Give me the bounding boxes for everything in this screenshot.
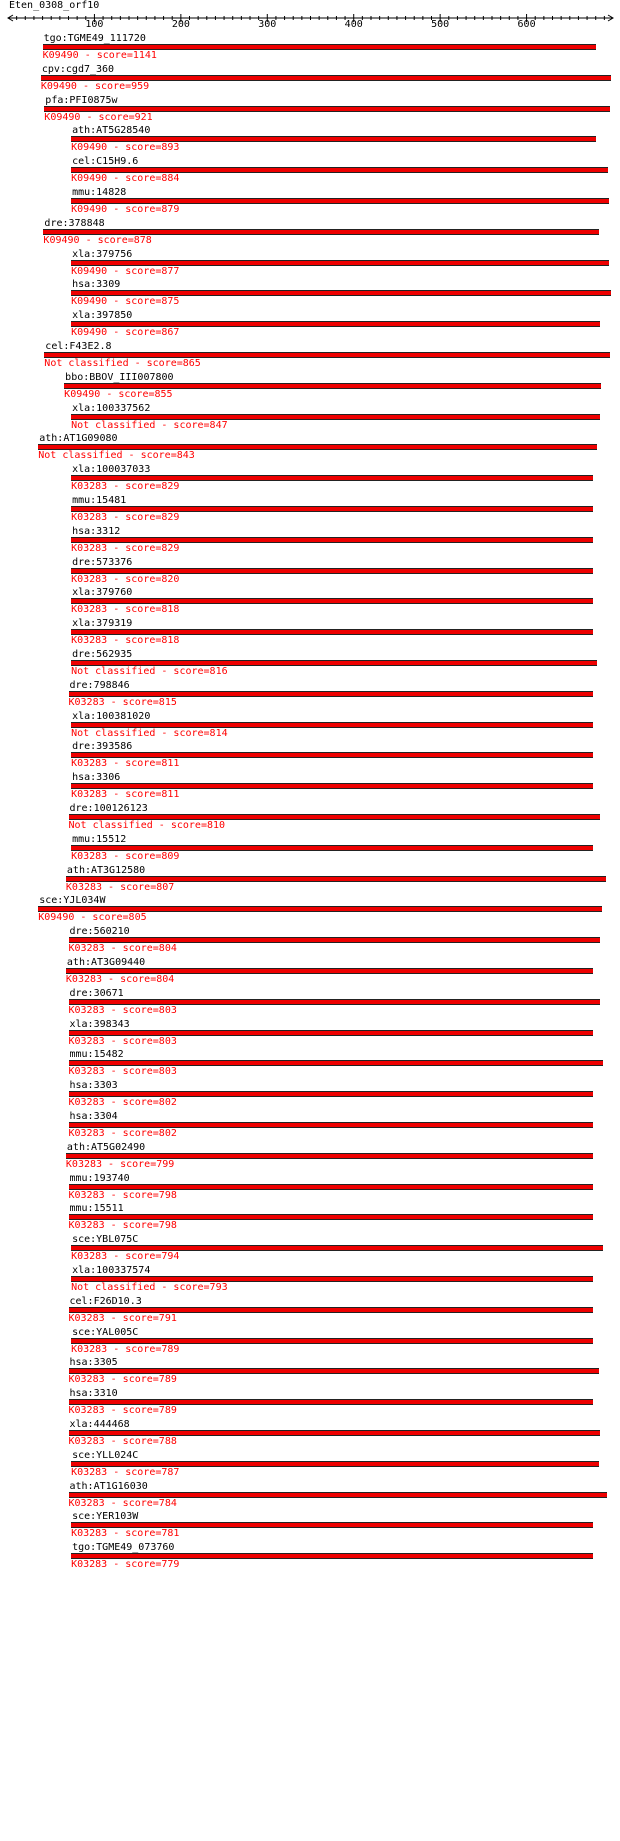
hit-score-label: Not classified - score=865 (44, 358, 201, 369)
hit-name[interactable]: hsa:3310 (69, 1388, 118, 1400)
hit-score-label: K03283 - score=815 (68, 696, 177, 708)
hit-name[interactable]: xla:397850 (72, 310, 133, 322)
hit-name[interactable]: xla:379319 (72, 618, 133, 630)
axis-tick-label: 400 (344, 19, 363, 30)
hit-score-label: K03283 - score=787 (71, 1466, 180, 1478)
hit-name[interactable]: mmu:14828 (72, 187, 127, 198)
hit-score-label: K03283 - score=818 (71, 635, 180, 647)
hit-name[interactable]: xla:100337562 (72, 402, 151, 414)
hit-name[interactable]: hsa:3305 (69, 1357, 118, 1369)
axis-tick-label: 500 (431, 19, 450, 30)
hit-name[interactable]: mmu:15481 (72, 495, 127, 506)
hit-name[interactable]: mmu:15511 (69, 1203, 124, 1215)
hit-score-label: K09490 - score=877 (71, 265, 180, 277)
hit-name[interactable]: bbo:BBOV_III007800 (65, 371, 174, 383)
hit-name[interactable]: sce:YAL005C (72, 1326, 139, 1338)
hit-name[interactable]: pfa:PFI0875w (45, 94, 118, 106)
hit-score-label: K03283 - score=820 (71, 573, 180, 585)
hit-score-label: K09490 - score=884 (71, 173, 180, 185)
hit-score-label: K03283 - score=829 (71, 542, 180, 554)
hit-score-label: K03283 - score=798 (68, 1189, 177, 1201)
hit-score-label: K03283 - score=803 (68, 1004, 177, 1016)
hit-score-label: K03283 - score=789 (68, 1405, 177, 1417)
hit-score-label: K03283 - score=791 (68, 1312, 177, 1324)
hit-name[interactable]: xla:100037033 (72, 464, 151, 476)
hit-score-label: K09490 - score=855 (64, 388, 173, 400)
hit-score-label: K03283 - score=804 (65, 974, 175, 985)
hit-name[interactable]: xla:444468 (69, 1419, 130, 1430)
hit-name[interactable]: xla:398343 (69, 1018, 130, 1030)
hit-score-label: K03283 - score=779 (71, 1559, 180, 1571)
axis-tick-label: 200 (171, 19, 190, 30)
hit-name[interactable]: cel:F43E2.8 (45, 341, 112, 352)
hit-name[interactable]: ath:AT1G09080 (39, 433, 118, 445)
query-title: Eten_0308_orf10 (9, 0, 100, 11)
axis-tick-label: 600 (517, 19, 536, 30)
hit-score-label: K09490 - score=878 (43, 234, 152, 246)
hit-name[interactable]: sce:YER103W (72, 1511, 139, 1523)
hit-score-label: K09490 - score=1141 (42, 50, 157, 61)
hit-name[interactable]: tgo:TGME49_073760 (72, 1542, 175, 1554)
hit-name[interactable]: hsa:3304 (69, 1111, 118, 1122)
axis-tick-label: 300 (258, 19, 277, 30)
axis-tick-label: 100 (85, 19, 104, 30)
hit-name[interactable]: cel:C15H9.6 (72, 156, 139, 168)
hit-name[interactable]: dre:100126123 (69, 803, 148, 814)
hit-name[interactable]: cel:F26D10.3 (69, 1295, 142, 1307)
hit-name[interactable]: dre:393586 (72, 741, 133, 753)
hit-name[interactable]: xla:100337574 (72, 1265, 151, 1276)
hit-score-label: K03283 - score=799 (65, 1158, 175, 1170)
hit-name[interactable]: hsa:3303 (69, 1080, 118, 1092)
hit-score-label: Not classified - score=793 (71, 1282, 228, 1293)
hit-score-label: K03283 - score=789 (71, 1343, 180, 1355)
hit-name[interactable]: hsa:3312 (72, 525, 121, 537)
hit-name[interactable]: xla:379760 (72, 587, 133, 599)
hit-score-label: Not classified - score=816 (71, 666, 228, 677)
hit-name[interactable]: sce:YLL024C (72, 1449, 139, 1461)
hit-score-label: K03283 - score=803 (68, 1066, 177, 1078)
hit-name[interactable]: dre:378848 (44, 217, 105, 229)
hit-score-label: K03283 - score=811 (71, 789, 180, 801)
hit-score-label: K03283 - score=798 (68, 1220, 177, 1232)
hit-score-label: K03283 - score=811 (71, 758, 180, 770)
hit-score-label: Not classified - score=810 (68, 820, 226, 831)
hit-name[interactable]: dre:573376 (72, 556, 133, 568)
hit-name[interactable]: cpv:cgd7_360 (41, 63, 115, 75)
hit-score-label: K03283 - score=784 (68, 1497, 177, 1509)
hit-score-label: K09490 - score=875 (71, 296, 180, 308)
hit-score-label: K09490 - score=959 (40, 80, 150, 92)
hit-name[interactable]: dre:798846 (69, 679, 130, 691)
hit-score-label: Not classified - score=814 (71, 727, 228, 739)
hit-name[interactable]: mmu:15482 (69, 1049, 124, 1061)
hit-name[interactable]: hsa:3306 (72, 772, 121, 784)
hit-score-label: K03283 - score=807 (65, 881, 175, 893)
hit-score-label: K09490 - score=805 (38, 912, 147, 924)
hit-name[interactable]: ath:AT1G16030 (69, 1480, 148, 1492)
hit-name[interactable]: ath:AT3G12580 (66, 864, 146, 876)
hit-name[interactable]: mmu:15512 (72, 833, 127, 845)
hit-name[interactable]: sce:YBL075C (72, 1234, 139, 1246)
hit-score-label: K03283 - score=788 (68, 1436, 177, 1447)
hit-score-label: K03283 - score=829 (71, 512, 180, 523)
hit-score-label: K03283 - score=794 (71, 1251, 180, 1263)
hit-score-label: K03283 - score=781 (71, 1528, 180, 1540)
hit-score-label: Not classified - score=847 (71, 419, 228, 431)
hit-name[interactable]: mmu:193740 (69, 1172, 130, 1184)
hit-score-label: K09490 - score=921 (44, 111, 153, 123)
hit-score-label: Not classified - score=843 (38, 450, 195, 462)
hit-score-label: K03283 - score=803 (68, 1035, 177, 1047)
hit-name[interactable]: dre:30671 (69, 987, 124, 999)
hit-score-label: K03283 - score=804 (68, 943, 177, 955)
hit-name[interactable]: xla:379756 (72, 248, 133, 260)
hit-name[interactable]: ath:AT3G09440 (66, 957, 146, 968)
hit-score-label: K03283 - score=818 (71, 604, 180, 616)
hit-score-label: K03283 - score=802 (68, 1097, 177, 1109)
hit-score-label: K03283 - score=802 (68, 1128, 177, 1139)
hit-score-label: K09490 - score=893 (71, 142, 180, 154)
hit-score-label: K03283 - score=829 (71, 481, 180, 493)
hit-name[interactable]: tgo:TGME49_111720 (43, 33, 146, 44)
hit-name[interactable]: dre:560210 (69, 926, 130, 938)
hit-name[interactable]: sce:YJL034W (39, 895, 106, 907)
hit-name[interactable]: ath:AT5G28540 (72, 125, 151, 137)
hit-score-label: K03283 - score=809 (71, 850, 180, 862)
hit-score-label: K09490 - score=879 (71, 204, 180, 215)
hit-name[interactable]: hsa:3309 (72, 279, 121, 291)
hit-name[interactable]: dre:562935 (72, 649, 133, 660)
hit-name[interactable]: ath:AT5G02490 (66, 1141, 146, 1153)
hit-score-label: K03283 - score=789 (68, 1374, 177, 1386)
hit-name[interactable]: xla:100381020 (72, 710, 151, 722)
hit-score-label: K09490 - score=867 (71, 327, 180, 339)
